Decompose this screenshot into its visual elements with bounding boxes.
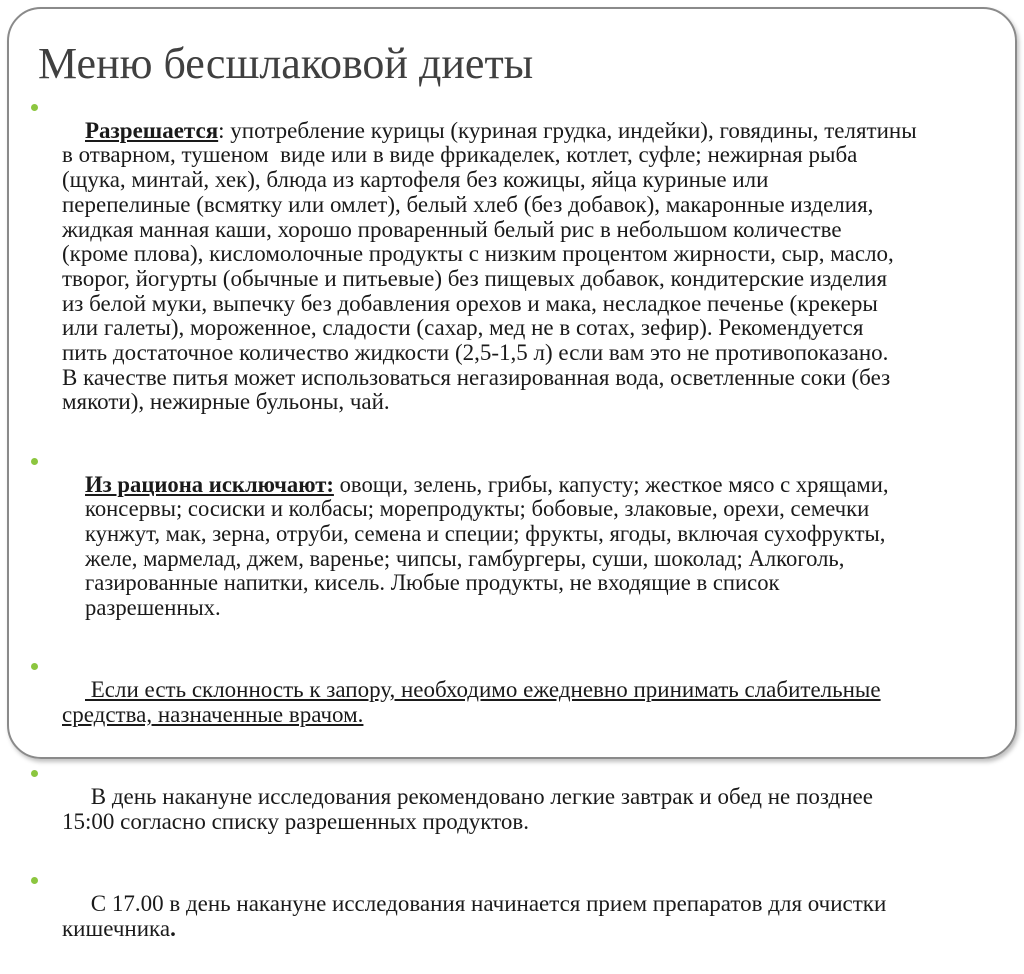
bullet-icon [31, 663, 38, 670]
list-item-excluded [30, 448, 1010, 646]
bullet-icon [31, 877, 38, 884]
preparation-end: . [170, 915, 176, 941]
bullet-icon [31, 458, 38, 465]
allowed-text: : употребление курицы (куриная грудка, индейки), говядины, телятины в отварном, тушеном виде или в виде фрикаделек, котлет, суфле; нежирная рыба (щука, минтай, хек), блюда из картофеля без кожицы, яйца куриные или перепелиные (всмятку или омлет), белый хлеб (без добавок), макаронные изделия, жидкая манная каши, хорошо проваренный белый рис в небольшом количестве (кроме плова), кисломолочные продукты с низким процентом жирности, сыр, масло, творог, йогурты (обычные и питьевые) без пищевых добавок, кондитерские изделия из белой муки, выпечку без добавления орехов и мака, несладкое печенье (крекеры или галеты), мороженное, сладости (сахар, мед не в сотах, зефир). Рекомендуется пить достаточное количество жидкости (2,5-1,5 л) если вам это не противопоказано. В качестве питья может использоваться негазированная вода, осветленные соки (без мякоти), нежирные бульоны, чай. [62, 117, 917, 415]
slide-title: Меню бесшлаковой диеты [38, 39, 534, 88]
list-item-laxatives [30, 653, 1010, 752]
allowed-label: Разрешается [85, 117, 219, 143]
bullet-icon [31, 770, 38, 777]
bullet-icon [31, 104, 38, 111]
day-before-text: В день накануне исследования рекомендовано легкие завтрак и обед не позднее 15:00 согласно списку разрешенных продуктов. [62, 783, 873, 834]
excluded-label: Из рациона исключают: [85, 471, 334, 497]
list-item-preparation [30, 867, 1010, 966]
preparation-text: С 17.00 в день накануне исследования начинается прием препаратов для очистки кишечника [62, 890, 887, 941]
list-item-allowed [30, 94, 1010, 440]
excluded-text: овощи, зелень, грибы, капусту; жесткое мясо с хрящами, консервы; сосиски и колбасы; морепродукты; бобовые, злаковые, орехи, семечки кунжут, мак, зерна, отруби, семена и специи; фрукты, ягоды, включая сухофрукты, желе, мармелад, джем, варенье; чипсы, гамбургеры, суши, шоколад; Алкоголь, газированные напитки, кисель. Любые продукты, не входящие в список разрешенных. [85, 471, 889, 621]
list-item-day-before [30, 760, 1010, 859]
slide-body [30, 94, 1010, 974]
laxatives-text: Если есть склонность к запору, необходимо ежедневно принимать слабительные средства, назначенные врачом. [62, 677, 881, 727]
